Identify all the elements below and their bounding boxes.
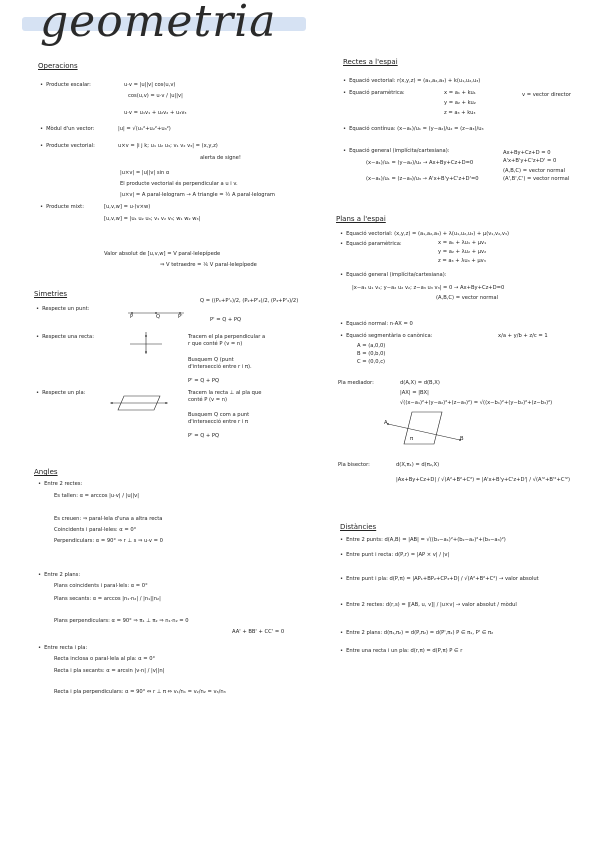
recta-param-z: z = a₃ + ku₃ <box>444 110 476 116</box>
angle-rectes-2: Es creuen: ⇒ paral·lela d'una a altra recta <box>54 516 163 522</box>
diagram-mediador <box>382 410 472 450</box>
text-sim-punt: • Respecte un punt: <box>36 306 89 313</box>
pla-seg-b: B = (0,b,0) <box>357 351 386 357</box>
text-pla-bisector: Pla bisector: <box>338 462 370 468</box>
formula-escalar: u·v = |u||v| cos(u,v) <box>124 82 176 88</box>
formula-components: u·v = u₁v₁ + u₂v₂ + u₃v₃ <box>124 110 187 116</box>
note-volum: Valor absolut de [u,v,w] = V paral·lelepípede <box>104 251 221 257</box>
pla-vectorial: • Equació vectorial: (x,y,z) = (a₁,a₂,a₃) + λ(u₁,u₂,u₃) + μ(v₁,v₂,v₃) <box>340 231 509 238</box>
formula-sim-punt: Q = ((P₁+P'₁)/2, (P₂+P'₂)/2, (P₃+P'₃)/2) <box>200 298 299 304</box>
angle-rectes-1: Es tallen: α = arccos |u·v| / |u||v| <box>54 493 139 499</box>
step-pla-3: P' = Q + PQ <box>188 433 220 439</box>
note-tetraedre: ⇒ V tetraedre = ⅙ V paral·lelepípede <box>160 262 257 268</box>
label-b: B <box>460 436 464 442</box>
heading-simetries: Simetries <box>34 290 68 298</box>
note-perpendicular: El producte vectorial és perpendicular a u i v. <box>120 181 238 187</box>
diagram-pla <box>110 392 170 414</box>
dist-punt-pla: • Entre punt i pla: d(P,π) = |AP₁+BP₂+CP₃+D| / √(A²+B²+C²) → valor absolut <box>340 576 539 583</box>
recta-param-x: x = a₁ + ku₁ <box>444 90 476 96</box>
label-pi: π <box>410 436 414 442</box>
text-pla-mediador: Pla mediador: <box>338 380 374 386</box>
step-pla-2: Busquem Q com a punt d'intersecció entre r i π <box>188 412 250 425</box>
diagram-punt <box>128 311 198 321</box>
step-recta-1: Tracem el pla perpendicular a r que conté P (v = n) <box>188 334 266 347</box>
angle-recta-pla-1: Recta inclosa o paral·lela al pla: α = 0° <box>54 656 156 662</box>
diagram-recta <box>130 332 166 354</box>
text-angle-plans: • Entre 2 plans: <box>38 572 80 579</box>
mediador-3: √((x−a₁)²+(y−a₂)²+(z−a₃)²) = √((x−b₁)²+(y−b₂)²+(z−b₃)²) <box>400 400 553 406</box>
angle-plans-3: Plans perpendiculars: α = 90° ⇒ π₁ ⊥ π₂ ⇒ n₁·n₂ = 0 <box>54 618 189 624</box>
step-recta-3: P' = Q + PQ <box>188 378 220 384</box>
pla-param-x: x = a₁ + λu₁ + μv₁ <box>438 240 487 246</box>
text-producte-mixt: • Producte mixt: <box>40 204 84 211</box>
angle-rectes-4: Perpendiculars: α = 90° ⇒ r ⊥ s ⇒ u·v = 0 <box>54 538 163 544</box>
label-p: P <box>130 314 134 320</box>
formula-cos: cos(u,v) = u·v / |u||v| <box>128 93 183 99</box>
note-vector-director: v = vector director <box>522 92 571 98</box>
text-recta-general: • Equació general (implícita/cartesiana): <box>343 148 449 155</box>
page-title: geometria <box>40 0 277 47</box>
recta-vectorial: • Equació vectorial: r(x,y,z) = (a₁,a₂,a₃) + k(u₁,u₂,u₃) <box>343 78 480 85</box>
formula-sim-p-prime: P' = Q + PQ <box>210 317 242 323</box>
recta-eq-2: A'x+B'y+C'z+D' = 0 <box>503 158 557 164</box>
pla-param-y: y = a₂ + λu₂ + μv₂ <box>438 249 487 255</box>
pla-normal: • Equació normal: n·AX = 0 <box>340 321 413 328</box>
formula-modul: |u| = √(u₁²+u₂²+u₃²) <box>118 126 171 132</box>
angle-plans-2: Plans secants: α = arccos |n₁·n₂| / |n₁||n₂| <box>54 596 161 602</box>
step-recta-2: Busquem Q (punt d'intersecció entre r i π). <box>188 357 252 370</box>
note-area: |u×v| = A paral·lelogram → A triangle = ½ A paral·lelogram <box>120 192 275 198</box>
heading-rectes: Rectes a l'espai <box>343 58 398 66</box>
heading-plans: Plans a l'espai <box>336 215 386 223</box>
recta-normal-2: (A',B',C') = vector normal <box>503 176 570 182</box>
dist-rectes: • Entre 2 rectes: d(r,s) = |[AB, u, v]| / |u×v| → valor absolut / mòdul <box>340 602 517 609</box>
angle-plans-4: AA' + BB' + CC' = 0 <box>232 629 285 635</box>
text-recta-parametrica: • Equació paramètrica: <box>343 90 405 97</box>
heading-distancies: Distàncies <box>340 523 377 531</box>
label-p-prime: P' <box>178 314 183 320</box>
heading-angles: Angles <box>34 468 58 476</box>
recta-continua: • Equació contínua: (x−a₁)/u₁ = (y−a₂)/u₂ = (z−a₃)/u₃ <box>343 126 484 133</box>
formula-mixt: [u,v,w] = u·(v×w) <box>104 204 151 210</box>
recta-param-y: y = a₂ + ku₂ <box>444 100 476 106</box>
pla-general-normal: (A,B,C) = vector normal <box>436 295 498 301</box>
recta-general-1: (x−a₁)/u₁ = (y−a₂)/u₂ → Ax+By+Cz+D=0 <box>366 160 474 166</box>
dist-plans: • Entre 2 plans: d(π₁,π₂) = d(P,π₂) = d(P',π₁) P ∈ π₁, P' ∈ π₂ <box>340 630 493 637</box>
formula-sin: |u×v| = |u||v| sin α <box>120 170 170 176</box>
dist-punts: • Entre 2 punts: d(A,B) = |AB| = √((b₁−a₁)²+(b₂−a₂)²+(b₃−a₃)²) <box>340 537 506 544</box>
recta-normal-1: (A,B,C) = vector normal <box>503 168 565 174</box>
text-modul: • Mòdul d'un vector: <box>40 126 94 133</box>
formula-mixt-det: [u,v,w] = |u₁ u₂ u₃; v₁ v₂ v₃; w₁ w₂ w₃| <box>104 216 201 222</box>
step-pla-1: Tracem la recta ⊥ al pla que conté P (v = n) <box>188 390 262 403</box>
formula-vectorial: u×v = |i j k; u₁ u₂ u₃; v₁ v₂ v₃| = (x,y,z) <box>118 143 218 149</box>
dist-recta-pla: • Entre una recta i un pla: d(r,π) = d(P,π) P ∈ r <box>340 648 462 655</box>
text-pla-general: • Equació general (implícita/cartesiana): <box>340 272 446 279</box>
angle-recta-pla-2: Recta i pla secants: α = arcsin |v·n| / |v||n| <box>54 668 165 674</box>
mediador-2: |AX| = |BX| <box>400 390 429 396</box>
label-q: Q <box>156 314 161 320</box>
heading-operacions: Operacions <box>38 62 78 70</box>
dist-punt-recta: • Entre punt i recta: d(P,r) = |AP × v| / |v| <box>340 552 449 559</box>
label-a: A <box>384 420 388 426</box>
pla-segmentaria-eq: x/a + y/b + z/c = 1 <box>498 333 548 339</box>
text-angle-rectes: • Entre 2 rectes: <box>38 481 82 488</box>
angle-recta-pla-3: Recta i pla perpendiculars: α = 90° ⇔ r ⊥ π ⇔ v₁/n₁ = v₂/n₂ = v₃/n₃ <box>54 689 226 695</box>
pla-param-z: z = a₃ + λu₃ + μv₃ <box>438 258 486 264</box>
text-pla-parametrica: • Equació paramètrica: <box>340 241 402 248</box>
pla-seg-a: A = (a,0,0) <box>357 343 386 349</box>
bisector-2: |Ax+By+Cz+D| / √(A²+B²+C²) = |A'x+B'y+C'z+D'| / √(A'²+B'²+C'²) <box>396 477 570 483</box>
angle-plans-1: Plans coincidents i paral·lels: α = 0° <box>54 583 148 589</box>
text-producte-vectorial: • Producte vectorial: <box>40 143 95 150</box>
text-sim-recta: • Respecte una recta: <box>36 334 94 341</box>
text-sim-pla: • Respecte un pla: <box>36 390 85 397</box>
text-pla-segmentaria: • Equació segmentària o canònica: <box>340 333 432 340</box>
text-angle-recta-pla: • Entre recta i pla: <box>38 645 87 652</box>
recta-eq-1: Ax+By+Cz+D = 0 <box>503 150 551 156</box>
recta-general-2: (x−a₁)/u₁ = (z−a₃)/u₃ → A'x+B'y+C'z+D'=0 <box>366 176 479 182</box>
angle-rectes-3: Coincidents i paral·leles: α = 0° <box>54 527 137 533</box>
pla-general-det: |x−a₁ u₁ v₁; y−a₂ u₂ v₂; z−a₃ u₃ v₃| = 0 → Ax+By+Cz+D=0 <box>352 285 505 291</box>
mediador-1: d(A,X) = d(B,X) <box>400 380 440 386</box>
pla-seg-c: C = (0,0,c) <box>357 359 386 365</box>
text-producte-escalar: • Producte escalar: <box>40 82 91 89</box>
bisector-1: d(X,π₁) = d(π₂,X) <box>396 462 440 468</box>
note-signe: alerta de signe! <box>200 155 241 161</box>
